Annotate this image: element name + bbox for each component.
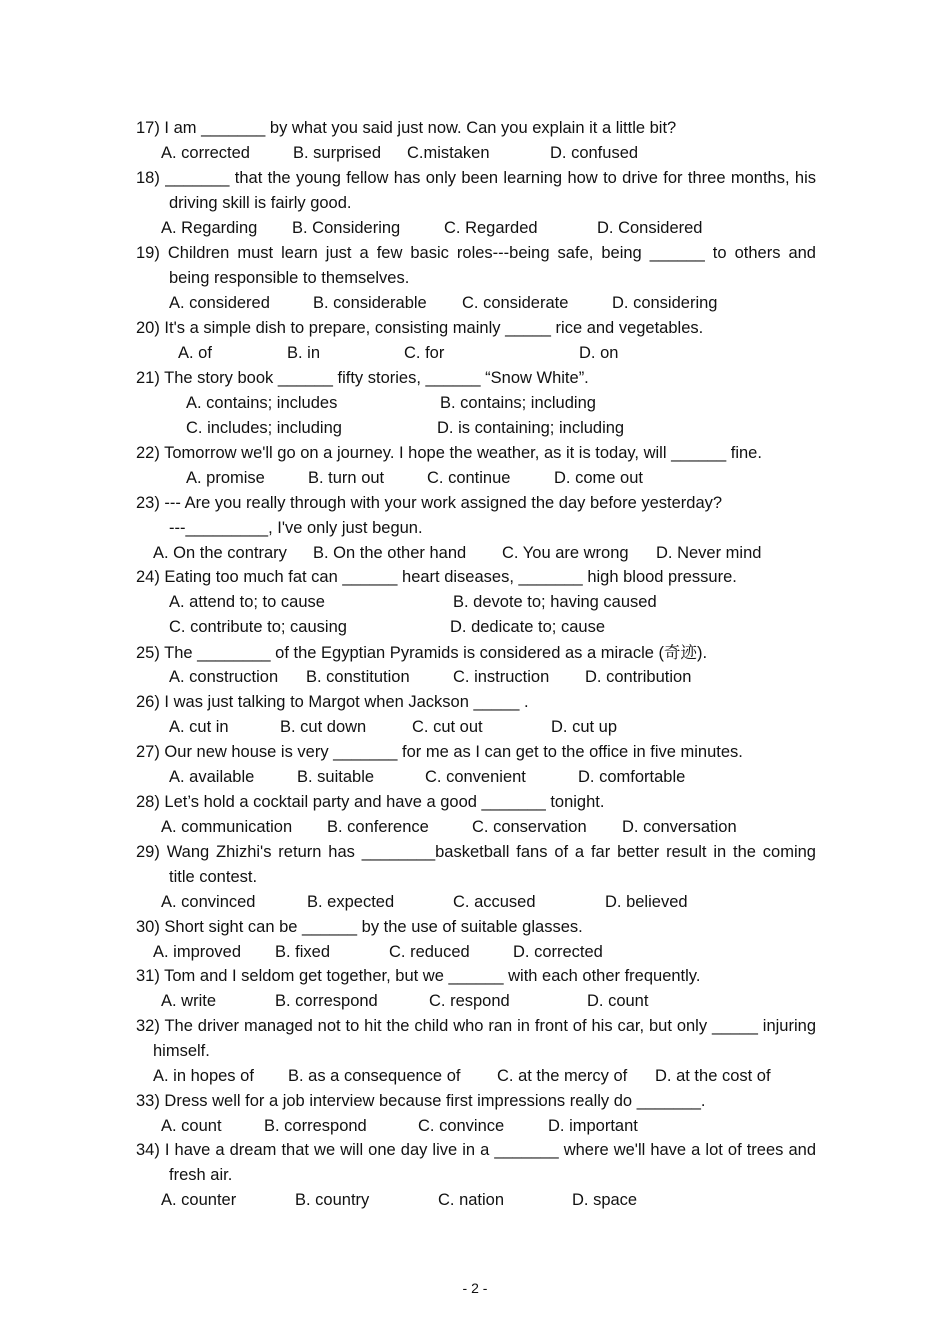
q25-chinese-gloss: 奇迹 bbox=[663, 643, 697, 662]
q24-option-a: A. attend to; to cause bbox=[169, 593, 325, 611]
q17-option-b: B. surprised bbox=[293, 144, 382, 162]
q34-stem: 34) I have a dream that we will one day live in a _______ where we'll have a lot of trees and bbox=[136, 1141, 816, 1159]
q31-option-c: C. respond bbox=[429, 992, 510, 1010]
q28-option-c: C. conservation bbox=[472, 818, 587, 836]
q29-option-d: D. believed bbox=[605, 893, 688, 911]
q31-option-a: A. write bbox=[161, 992, 217, 1010]
q29-option-c: C. accused bbox=[453, 893, 536, 911]
q19-stem: 19) Children must learn just a few basic roles---being safe, being ______ to others and bbox=[136, 244, 816, 262]
q33-option-d: D. important bbox=[548, 1117, 638, 1135]
q18-stem-cont: driving skill is fairly good. bbox=[169, 194, 352, 212]
q19-option-d: D. considering bbox=[612, 294, 718, 312]
q25-stem bbox=[136, 640, 816, 665]
q31-stem: 31) Tom and I seldom get together, but we ______ with each other frequently. bbox=[136, 967, 701, 985]
q22-option-a: A. promise bbox=[186, 469, 265, 487]
q23-option-d: D. Never mind bbox=[656, 544, 762, 562]
q27-option-d: D. comfortable bbox=[578, 768, 686, 786]
q23-option-c: C. You are wrong bbox=[502, 544, 629, 562]
q27-stem: 27) Our new house is very _______ for me as I can get to the office in five minutes. bbox=[136, 743, 743, 761]
q33-stem: 33) Dress well for a job interview because first impressions really do _______. bbox=[136, 1092, 706, 1110]
q26-option-c: C. cut out bbox=[412, 718, 483, 736]
q28-option-b: B. conference bbox=[327, 818, 429, 836]
q24-option-d: D. dedicate to; cause bbox=[450, 618, 606, 636]
q30-stem: 30) Short sight can be ______ by the use of suitable glasses. bbox=[136, 918, 583, 936]
q30-option-a: A. improved bbox=[153, 943, 242, 961]
q25-stem-tail: ). bbox=[696, 644, 708, 662]
q22-option-b: B. turn out bbox=[308, 469, 385, 487]
q30-option-d: D. corrected bbox=[513, 943, 603, 961]
q33-option-c: C. convince bbox=[418, 1117, 505, 1135]
q27-option-c: C. convenient bbox=[425, 768, 526, 786]
q18-option-d: D. Considered bbox=[597, 219, 703, 237]
q34-option-b: B. country bbox=[295, 1191, 370, 1209]
q24-option-b: B. devote to; having caused bbox=[453, 593, 657, 611]
q21-option-b: B. contains; including bbox=[440, 394, 596, 412]
q22-option-d: D. come out bbox=[554, 469, 643, 487]
q24-stem: 24) Eating too much fat can ______ heart diseases, _______ high blood pressure. bbox=[136, 568, 737, 586]
q17-option-c: C.mistaken bbox=[407, 144, 490, 162]
q26-stem: 26) I was just talking to Margot when Jackson _____ . bbox=[136, 693, 529, 711]
q17-stem: 17) I am _______ by what you said just now. Can you explain it a little bit? bbox=[136, 119, 677, 137]
q33-option-a: A. count bbox=[161, 1117, 222, 1135]
q18-stem: 18) _______ that the young fellow has only been learning how to drive for three months, his bbox=[136, 169, 816, 187]
q33-option-b: B. correspond bbox=[264, 1117, 367, 1135]
q23-option-a: A. On the contrary bbox=[153, 544, 287, 562]
q32-option-a: A. in hopes of bbox=[153, 1067, 254, 1085]
q20-option-a: A. of bbox=[178, 344, 212, 362]
q27-option-a: A. available bbox=[169, 768, 255, 786]
q20-option-d: D. on bbox=[579, 344, 619, 362]
q17-option-d: D. confused bbox=[550, 144, 639, 162]
q25-stem-text: 25) The ________ of the Egyptian Pyramids is considered as a miracle ( bbox=[136, 644, 664, 662]
q28-option-d: D. conversation bbox=[622, 818, 737, 836]
q23-option-b: B. On the other hand bbox=[313, 544, 467, 562]
q32-option-b: B. as a consequence of bbox=[288, 1067, 461, 1085]
q25-option-a: A. construction bbox=[169, 668, 279, 686]
q19-stem-cont: being responsible to themselves. bbox=[169, 269, 410, 287]
q26-option-a: A. cut in bbox=[169, 718, 229, 736]
q20-option-b: B. in bbox=[287, 344, 321, 362]
q27-option-b: B. suitable bbox=[297, 768, 375, 786]
q32-option-d: D. at the cost of bbox=[655, 1067, 771, 1085]
q18-option-a: A. Regarding bbox=[161, 219, 258, 237]
q20-stem: 20) It's a simple dish to prepare, consisting mainly _____ rice and vegetables. bbox=[136, 319, 704, 337]
q21-option-c: C. includes; including bbox=[186, 419, 342, 437]
q22-stem: 22) Tomorrow we'll go on a journey. I hope the weather, as it is today, will ______ fine. bbox=[136, 444, 762, 462]
q34-option-d: D. space bbox=[572, 1191, 638, 1209]
q19-option-a: A. considered bbox=[169, 294, 270, 312]
q25-option-b: B. constitution bbox=[306, 668, 410, 686]
q20-option-c: C. for bbox=[404, 344, 445, 362]
q24-option-c: C. contribute to; causing bbox=[169, 618, 347, 636]
q21-option-d: D. is containing; including bbox=[437, 419, 625, 437]
q19-option-b: B. considerable bbox=[313, 294, 427, 312]
q23-stem-cont: ---_________, I've only just begun. bbox=[169, 519, 423, 537]
q32-option-c: C. at the mercy of bbox=[497, 1067, 628, 1085]
q32-stem: 32) The driver managed not to hit the child who ran in front of his car, but only _____ injuring bbox=[136, 1017, 816, 1035]
q25-option-c: C. instruction bbox=[453, 668, 550, 686]
q28-option-a: A. communication bbox=[161, 818, 293, 836]
q29-option-a: A. convinced bbox=[161, 893, 256, 911]
q29-stem-cont: title contest. bbox=[169, 868, 258, 886]
q26-option-d: D. cut up bbox=[551, 718, 618, 736]
q28-stem: 28) Let’s hold a cocktail party and have a good _______ tonight. bbox=[136, 793, 605, 811]
q26-option-b: B. cut down bbox=[280, 718, 367, 736]
q29-stem: 29) Wang Zhizhi's return has ________basketball fans of a far better result in the coming bbox=[136, 843, 816, 861]
q29-option-b: B. expected bbox=[307, 893, 395, 911]
q17-option-a: A. corrected bbox=[161, 144, 250, 162]
q21-stem: 21) The story book ______ fifty stories, ______ “Snow White”. bbox=[136, 369, 589, 387]
q21-option-a: A. contains; includes bbox=[186, 394, 338, 412]
q30-option-b: B. fixed bbox=[275, 943, 331, 961]
q19-option-c: C. considerate bbox=[462, 294, 569, 312]
q25-option-d: D. contribution bbox=[585, 668, 692, 686]
q31-option-b: B. correspond bbox=[275, 992, 378, 1010]
q23-stem: 23) --- Are you really through with your work assigned the day before yesterday? bbox=[136, 494, 723, 512]
q34-option-c: C. nation bbox=[438, 1191, 505, 1209]
q18-option-b: B. Considering bbox=[292, 219, 401, 237]
q34-stem-cont: fresh air. bbox=[169, 1166, 233, 1184]
q31-option-d: D. count bbox=[587, 992, 649, 1010]
q32-stem-cont: himself. bbox=[153, 1042, 210, 1060]
q18-option-c: C. Regarded bbox=[444, 219, 538, 237]
page-number: - 2 - bbox=[462, 1280, 488, 1296]
q22-option-c: C. continue bbox=[427, 469, 511, 487]
q30-option-c: C. reduced bbox=[389, 943, 470, 961]
q34-option-a: A. counter bbox=[161, 1191, 237, 1209]
